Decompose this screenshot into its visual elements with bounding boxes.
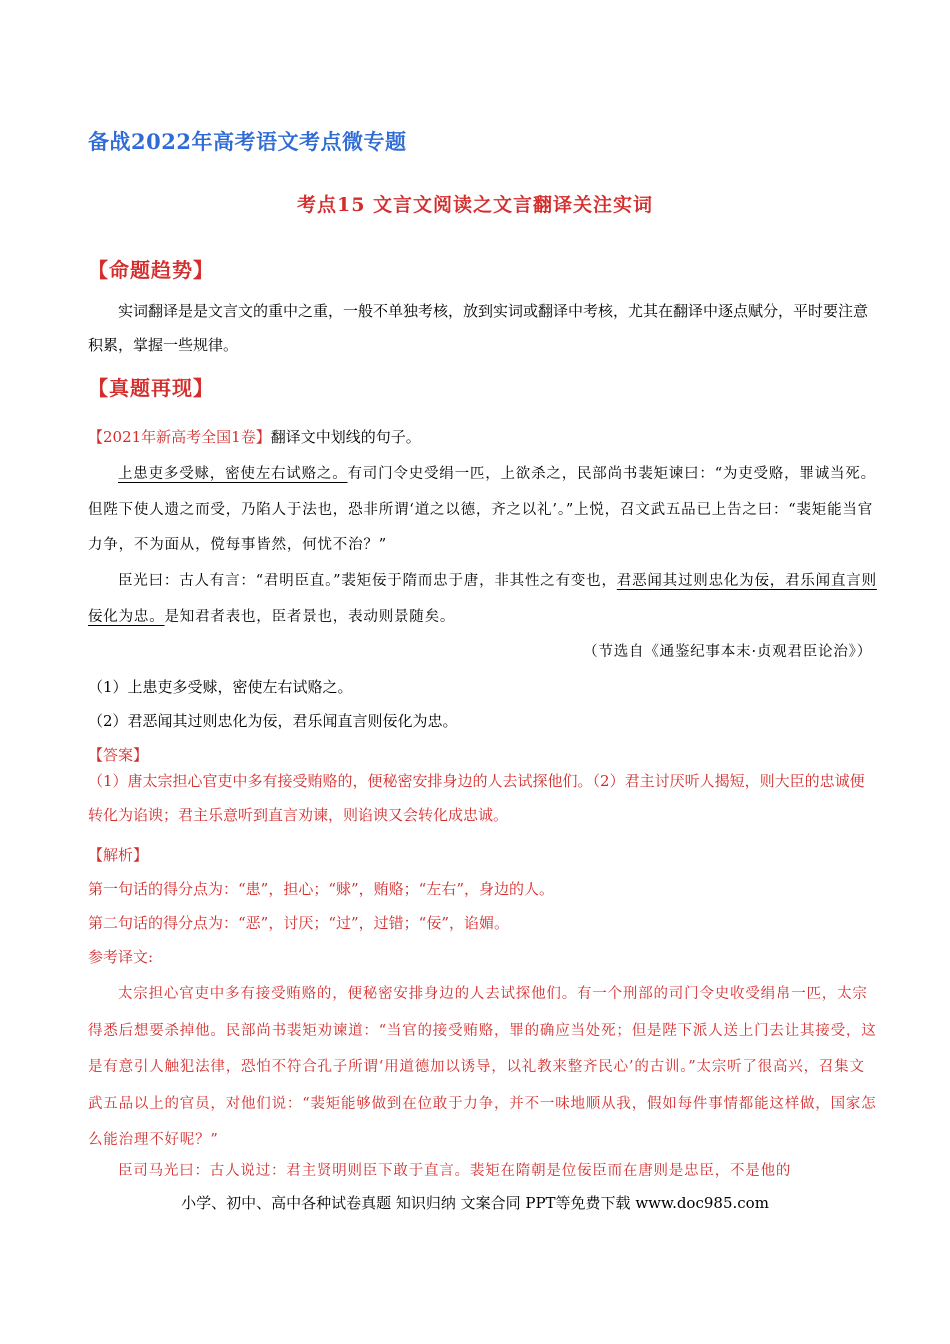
page-footer: 小学、初中、高中各种试卷真题 知识归纳 文案合同 PPT等免费下载 www.doc985.com [181,1194,769,1212]
underlined-sentence-1: 上患吏多受赇，密使左右试赂之。 [118,466,348,482]
analysis-heading: 【解析】 [88,846,149,864]
series-title: 备战2022年高考语文考点微专题 [88,129,407,154]
reference-translation-paragraph-1: 太宗担心官吏中多有接受贿赂的，便秘密安排身边的人去试探他们。有一个刑部的司门令史收受绢帛一匹，太宗得悉后想要杀掉他。民部尚书裴矩劝谏道：“当官的接受贿赂，罪的确应当处死；但是陛下派人送上门去让其接受，这是有意引人触犯法律，恐怕不符合孔子所谓‘用道德加以诱导，以礼教来整齐民心’的古训。”太宗听了很高兴，召集文武五品以上的官员，对他们说：“裴矩能够做到在位敢于力争，并不一味地顺从我，假如每件事情都能这样做，国家怎么能治理不好呢？” [88,986,877,1148]
classical-text-2b: 是知君者表也，臣者景也，表动则景随矣。 [164,608,456,625]
classical-text-1: 有司门令史受绢一匹，上欲杀之，民部尚书裴矩谏曰：“为吏受赂，罪诚当死。但陛下使人遗之而受，乃陷人于法也，恐非所谓‘道之以德，齐之以礼’。”上悦，召文武五品已上告之曰：“裴矩能当官力争，不为面从，傥每事皆然，何忧不治？” [88,466,876,553]
trend-heading: 【命题趋势】 [88,258,214,282]
trend-text: 实词翻译是是文言文的重中之重，一般不单独考核，放到实词或翻译中考核，尤其在翻译中逐点赋分，平时要注意积累，掌握一些规律。 [88,302,869,354]
reference-translation-paragraph-2: 臣司马光曰：古人说过：君主贤明则臣下敢于直言。裴矩在隋朝是位佞臣而在唐则是忠臣，不是他的 [118,1163,792,1179]
analysis-line-2: 第二句话的得分点为：“恶”，讨厌；“过”，过错；“佞”，谄媚。 [88,914,510,932]
classical-text-2a: 臣光曰：古人有言：“君明臣直。”裴矩佞于隋而忠于唐，非其性之有变也， [118,573,617,589]
exam-instruction-line [88,426,421,447]
answer-heading: 【答案】 [88,746,149,764]
reference-translation-label: 参考译文: [88,948,154,966]
underlined-sentence-2: 君恶闻其过则忠化为佞，君乐闻直言则佞化为忠。 [88,573,877,625]
question-1: （1）上患吏多受赇，密使左右试赂之。 [88,678,353,696]
topic-title: 考点15 文言文阅读之文言翻译关注实词 [296,194,654,216]
question-2: （2）君恶闻其过则忠化为佞，君乐闻直言则佞化为忠。 [88,712,458,730]
classical-paragraph-1 [88,457,878,564]
exam-source-tag: 【2021年新高考全国1卷】 [88,428,271,446]
exam-instruction: 翻译文中划线的句子。 [270,428,421,446]
analysis-line-1: 第一句话的得分点为：“患”，担心；“赇”，贿赂；“左右”，身边的人。 [88,880,555,898]
excerpt-source: （节选自《通鉴纪事本末·贞观君臣论治》） [583,644,872,660]
exam-heading: 【真题再现】 [88,376,214,400]
answer-text: （1）唐太宗担心官吏中多有接受贿赂的，便秘密安排身边的人去试探他们。（2）君主讨厌听人揭短，则大臣的忠诚便转化为谄谀；君主乐意听到直言劝谏，则谄谀又会转化成忠诚。 [88,772,865,824]
classical-paragraph-2 [88,564,878,635]
